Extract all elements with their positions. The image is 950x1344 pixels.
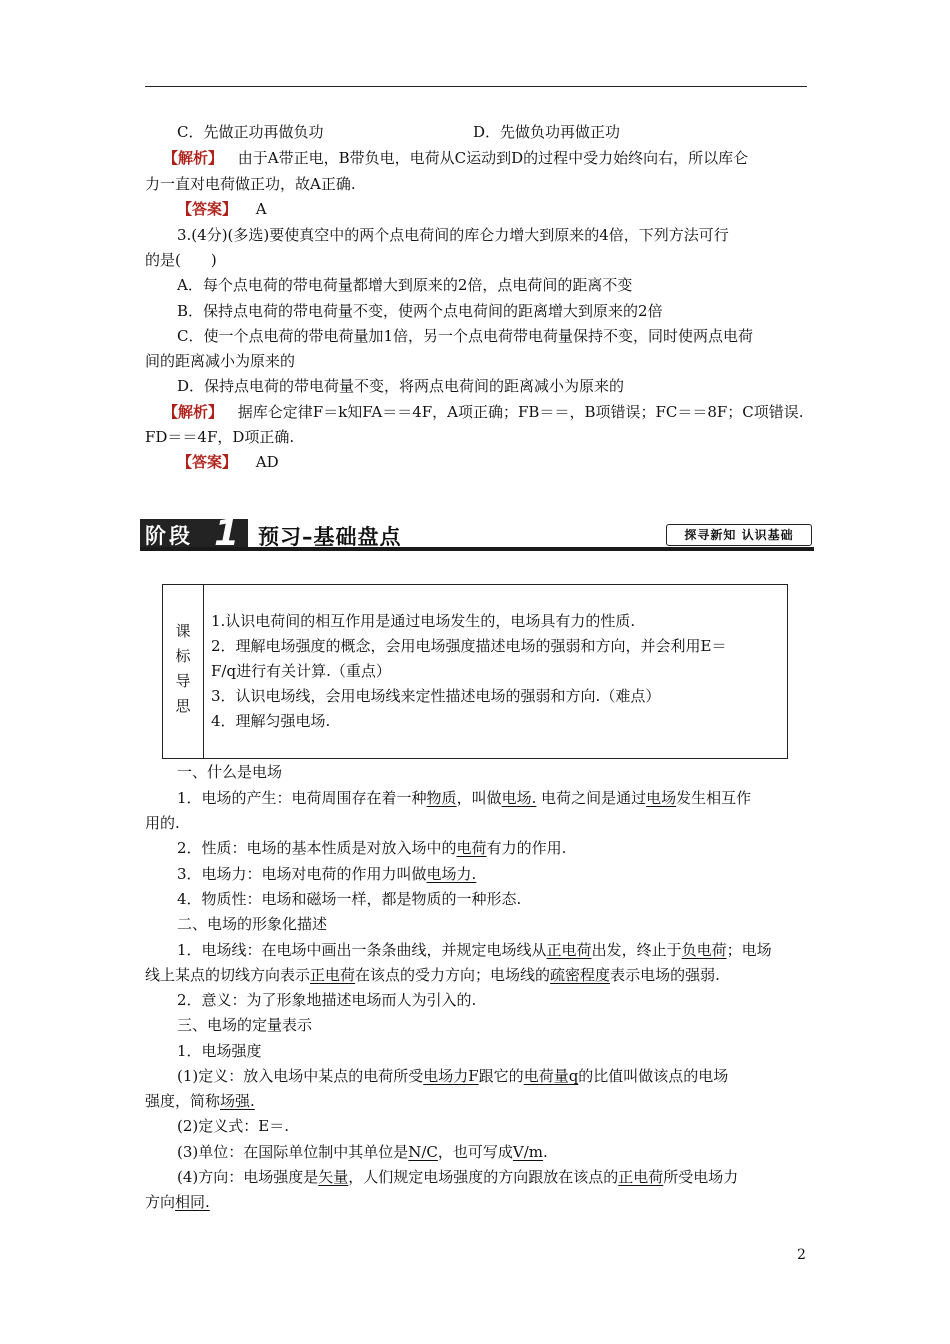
text: 电荷之间是通过 <box>536 789 647 807</box>
guide-item: 2．理解电场强度的概念，会用电场强度描述电场的强弱和方向，并会利用E＝ <box>211 637 727 655</box>
text: 线上某点的切线方向表示 <box>145 966 311 984</box>
q3-option-c-line2: 间的距离减小为原来的 <box>145 352 296 370</box>
guide-item: F/q进行有关计算.（重点） <box>211 662 391 680</box>
stage-label: 阶段 <box>145 524 193 548</box>
section2-heading: 二、电场的形象化描述 <box>177 915 328 933</box>
q2-answer <box>177 199 267 219</box>
text: 1．电场的产生：电荷周围存在着一种 <box>177 789 427 807</box>
section1-p1-line2: 用的. <box>145 814 180 832</box>
guide-label-column <box>163 585 204 758</box>
guide-label-char: 导 <box>175 672 191 690</box>
guide-label-char: 标 <box>175 647 191 665</box>
banner-badge: 探寻新知 认识基础 <box>666 524 812 546</box>
analysis-tag: 【解析】 <box>163 149 224 167</box>
stage-banner <box>140 513 814 554</box>
section1-heading: 一、什么是电场 <box>177 763 283 781</box>
text: ，也可写成 <box>437 1143 513 1161</box>
blank-answer: 电场力F <box>423 1067 479 1085</box>
answer-tag: 【答案】 <box>177 453 238 471</box>
text: ；电场 <box>726 941 772 959</box>
blank-answer: V/m <box>512 1143 544 1161</box>
curriculum-guide-box <box>162 584 788 759</box>
q3-option-c: C．使一个点电荷的带电荷量加1倍，另一个点电荷带电荷量保持不变，同时使两点电荷 <box>177 327 754 345</box>
q3-option-b: B．保持点电荷的带电荷量不变，使两个点电荷间的距离增大到原来的2倍 <box>177 302 663 320</box>
section3-definition <box>177 1066 728 1086</box>
q3-analysis <box>163 402 804 422</box>
q3-analysis-line2: FD＝＝4F，D项正确. <box>145 428 295 446</box>
section3-definition-line2 <box>145 1091 255 1111</box>
text: 跟它的 <box>478 1067 524 1085</box>
text: (4)方向：电场强度是 <box>177 1168 319 1186</box>
blank-answer: 物质 <box>426 789 457 807</box>
section3-direction <box>177 1167 738 1187</box>
q3-answer-value: AD <box>255 453 279 471</box>
q3-option-a: A．每个点电荷的带电荷量都增大到原来的2倍，点电荷间的距离不变 <box>177 276 633 294</box>
text: (1)定义：放入电场中某点的电荷所受 <box>177 1067 424 1085</box>
section2-p1 <box>177 940 772 960</box>
guide-label-char: 课 <box>175 622 191 640</box>
section2-p1-line2 <box>145 965 720 985</box>
q2-option-d: D．先做负功再做正功 <box>473 123 621 141</box>
blank-answer: 电场. <box>501 789 537 807</box>
text: 1．电场线：在电场中画出一条条曲线，并规定电场线从 <box>177 941 547 959</box>
text: 出发，终止于 <box>591 941 682 959</box>
q2-option-c: C．先做正功再做负功 <box>177 123 324 141</box>
blank-answer: 正电荷 <box>618 1168 664 1186</box>
q3-analysis-text: 据库仑定律F＝k知FA＝＝4F，A项正确；FB＝＝，B项错误；FC＝＝8F；C项错误. <box>237 403 804 421</box>
guide-item: 3．认识电场线，会用电场线来定性描述电场的强弱和方向.（难点） <box>211 687 661 705</box>
guide-item: 1.认识电荷间的相互作用是通过电场发生的，电场具有力的性质. <box>211 612 636 630</box>
stage-number: 1 <box>214 513 240 554</box>
text: . <box>543 1143 548 1161</box>
text: (3)单位：在国际单位制中其单位是 <box>177 1143 409 1161</box>
section3-unit <box>177 1142 548 1162</box>
text: 所受电场力 <box>663 1168 739 1186</box>
guide-item: 4．理解匀强电场. <box>211 712 331 730</box>
section1-p3 <box>177 864 476 884</box>
q3-stem-line1: 3.(4分)(多选)要使真空中的两个点电荷间的库仑力增大到原来的4倍，下列方法可行 <box>177 226 729 244</box>
blank-answer: 电荷 <box>456 839 487 857</box>
blank-answer: 相同. <box>175 1193 210 1211</box>
guide-label-char: 思 <box>175 697 191 715</box>
page-number: 2 <box>797 1247 806 1263</box>
blank-answer: 场强. <box>220 1092 255 1110</box>
answer-tag: 【答案】 <box>177 200 238 218</box>
section3-heading: 三、电场的定量表示 <box>177 1016 313 1034</box>
blank-answer: 正电荷 <box>546 941 592 959</box>
blank-answer: 电场 <box>646 789 677 807</box>
blank-answer: 电场力. <box>426 865 477 883</box>
analysis-tag: 【解析】 <box>163 403 224 421</box>
blank-answer: N/C <box>408 1143 438 1161</box>
text: 强度，简称 <box>145 1092 221 1110</box>
blank-answer: 正电荷 <box>310 966 356 984</box>
text: 有力的作用. <box>486 839 567 857</box>
text: 发生相互作 <box>676 789 752 807</box>
text: 方向 <box>145 1193 176 1211</box>
section1-p1 <box>177 788 751 808</box>
q2-analysis-text: 由于A带正电，B带负电，电荷从C运动到D的过程中受力始终向右，所以库仑 <box>237 149 749 167</box>
banner-rule <box>140 547 814 551</box>
q2-analysis <box>163 148 748 168</box>
q2-answer-value: A <box>255 200 267 218</box>
header-rule <box>145 86 807 87</box>
section3-direction-line2 <box>145 1192 210 1212</box>
q3-stem-line2: 的是( ) <box>145 251 217 269</box>
text: 在该点的受力方向；电场线的 <box>355 966 551 984</box>
q3-option-d: D．保持点电荷的带电荷量不变，将两点电荷间的距离减小为原来的 <box>177 377 625 395</box>
section1-p4: 4．物质性：电场和磁场一样，都是物质的一种形态. <box>177 890 522 908</box>
stage-block <box>140 513 248 554</box>
blank-answer: 疏密程度 <box>550 966 611 984</box>
blank-answer: 电荷量q <box>523 1067 579 1085</box>
blank-answer: 负电荷 <box>681 941 727 959</box>
text: 2．性质：电场的基本性质是对放入场中的 <box>177 839 457 857</box>
section1-p2 <box>177 838 566 858</box>
blank-answer: 矢量 <box>318 1168 349 1186</box>
section2-p2: 2．意义：为了形象地描述电场而人为引入的. <box>177 991 477 1009</box>
q2-analysis-line2: 力一直对电荷做正功，故A正确. <box>145 175 356 193</box>
text: 3．电场力：电场对电荷的作用力叫做 <box>177 865 427 883</box>
text: 的比值叫做该点的电场 <box>578 1067 729 1085</box>
text: ，人们规定电场强度的方向跟放在该点的 <box>348 1168 619 1186</box>
section3-sub: 1．电场强度 <box>177 1042 262 1060</box>
section3-formula: (2)定义式：E＝. <box>177 1117 289 1135</box>
text: ，叫做 <box>456 789 502 807</box>
banner-title: 预习–基础盘点 <box>258 525 402 549</box>
q3-answer <box>177 452 279 472</box>
text: 表示电场的强弱. <box>610 966 720 984</box>
